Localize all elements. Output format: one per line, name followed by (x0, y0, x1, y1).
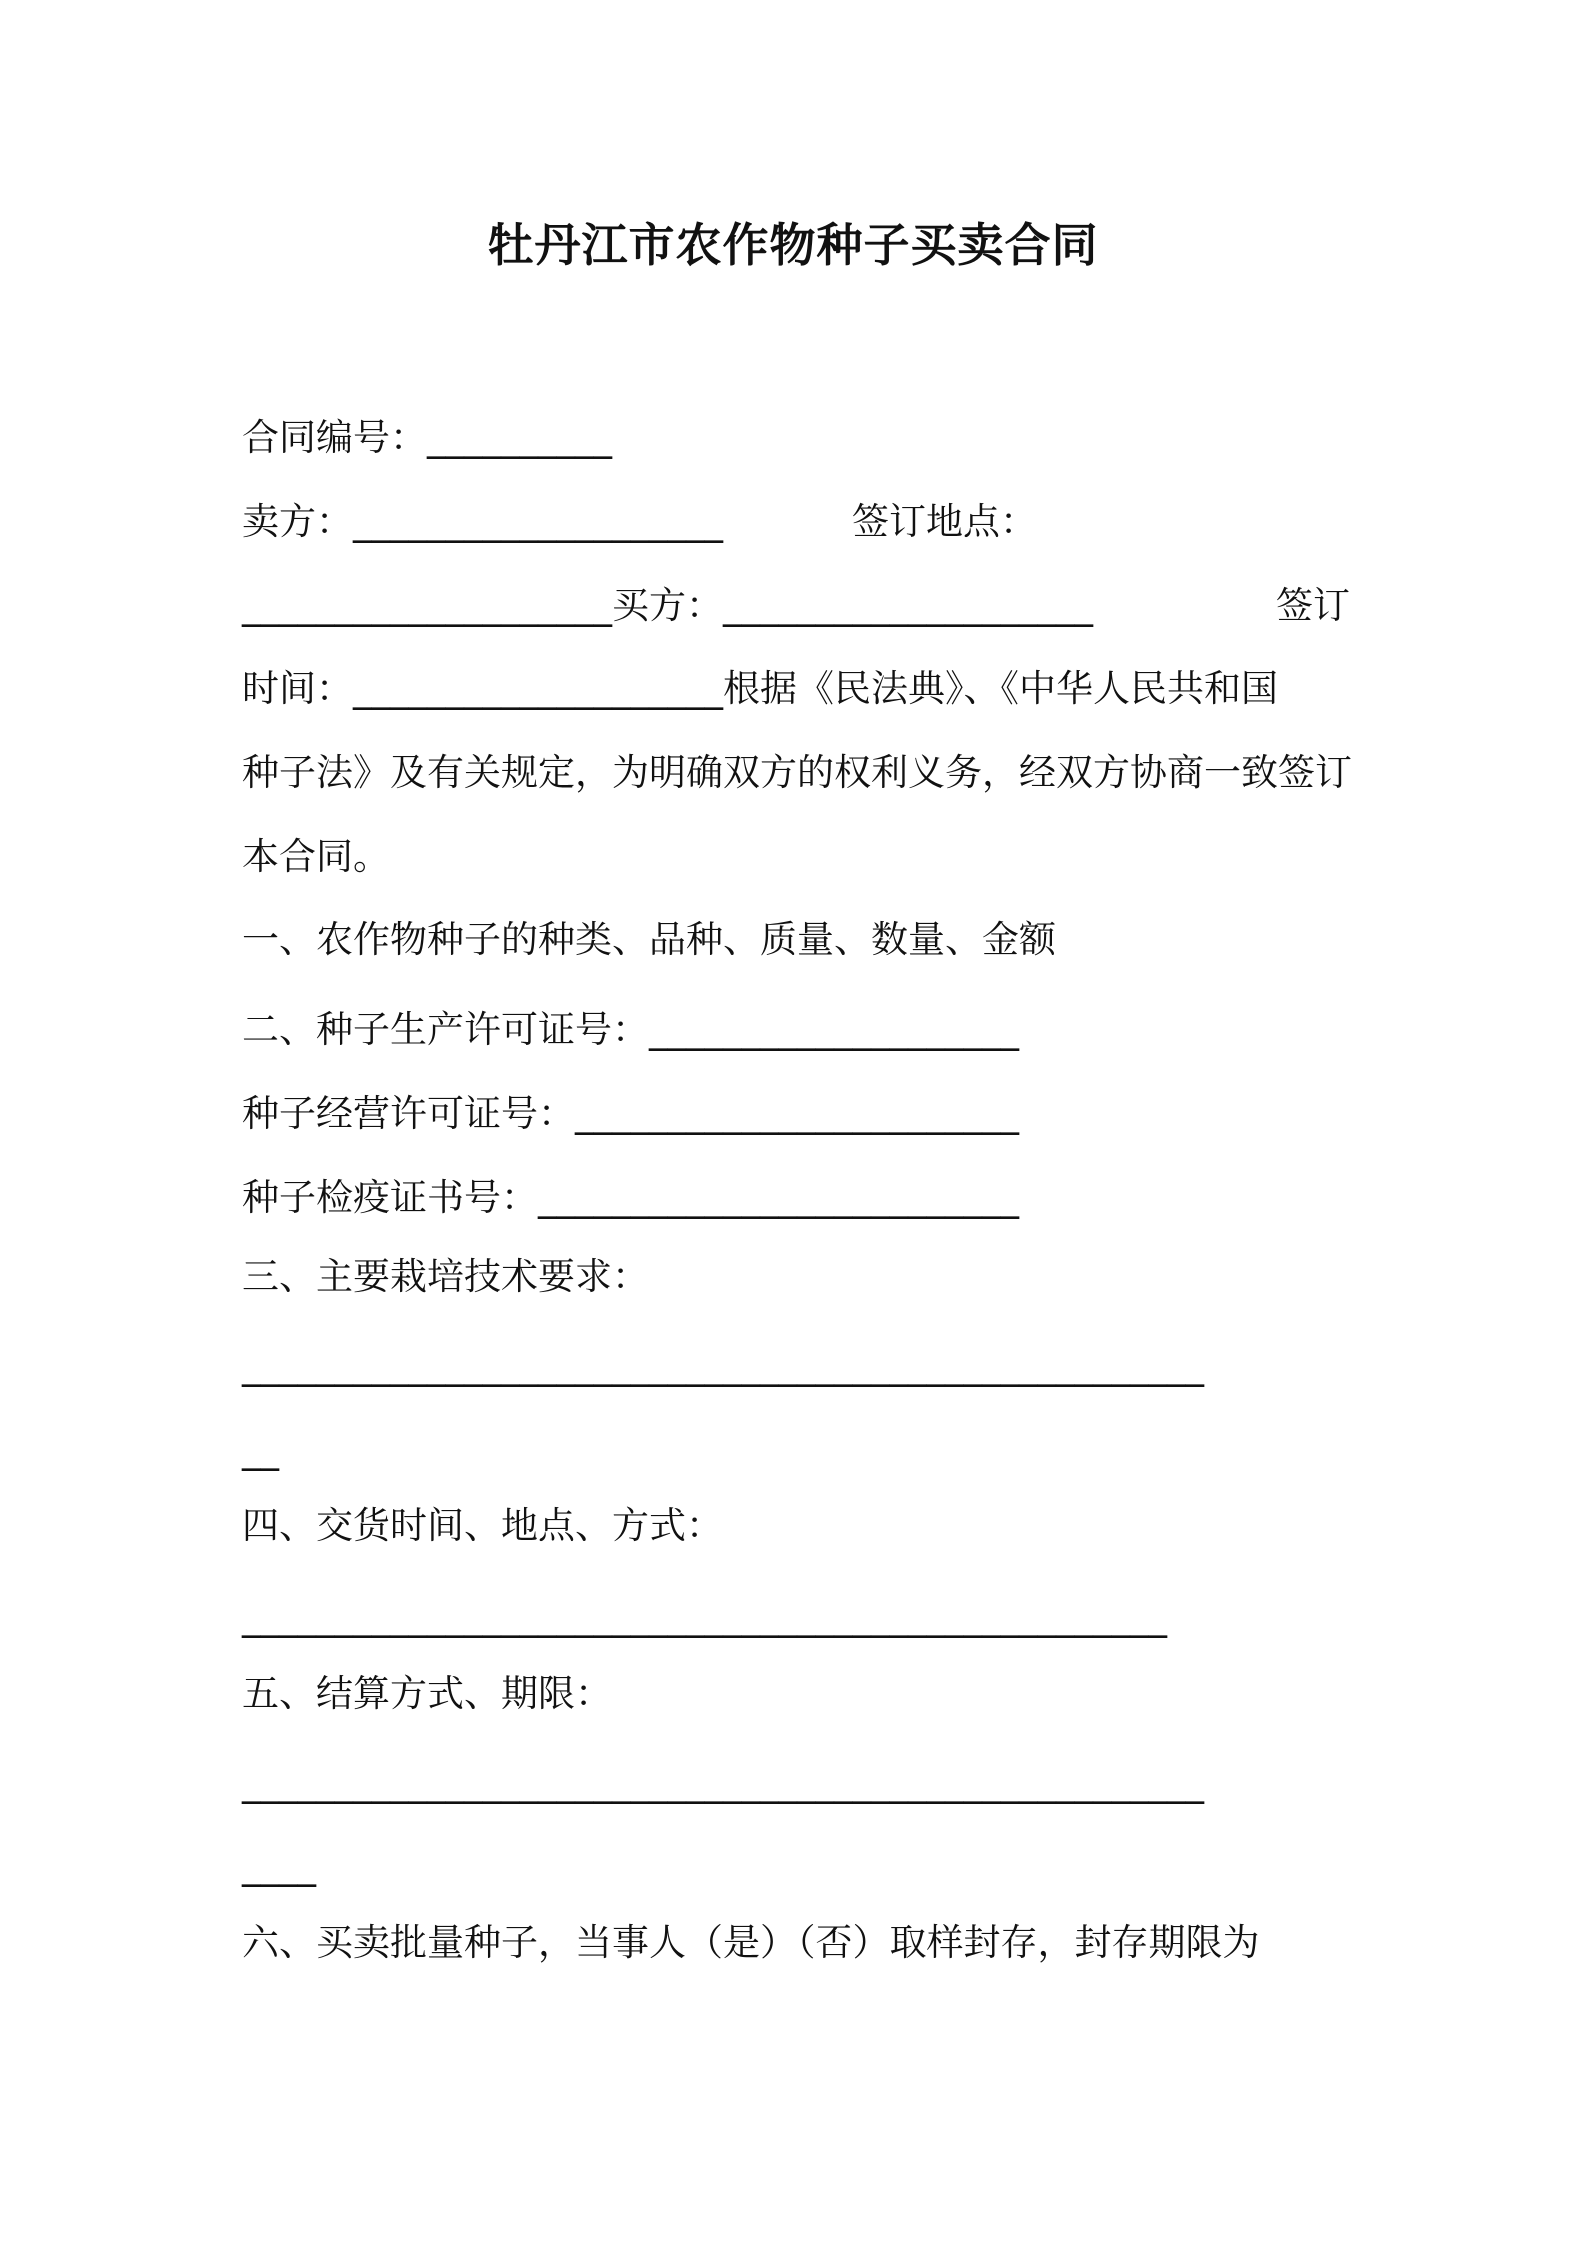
section-4-blank-line: __________________________________________________ (242, 1595, 1167, 1638)
contract-number-line: 合同编号：__________ (242, 416, 612, 459)
section-1-heading: 一、农作物种子的种类、品种、质量、数量、金额 (242, 918, 1056, 961)
section-3-heading: 三、主要栽培技术要求： (242, 1255, 649, 1298)
section-5-blank-line-2: ____ (242, 1844, 316, 1887)
section-6-line: 六、买卖批量种子，当事人（是）（否）取样封存，封存期限为 (242, 1921, 1260, 1964)
signing-time-line: 时间：____________________根据《民法典》、《中华人民共和国 (242, 667, 1278, 710)
section-3-blank-line-1: ____________________________________________________ (242, 1344, 1204, 1387)
section-4-heading: 四、交货时间、地点、方式： (242, 1504, 723, 1547)
section-3-blank-line-2: __ (242, 1428, 279, 1471)
section-5-blank-line-1: ____________________________________________________ (242, 1761, 1204, 1804)
section-5-heading: 五、结算方式、期限： (242, 1672, 612, 1715)
signing-time-label-part1: 签订 (1276, 584, 1350, 627)
signing-place-label: 签订地点： (852, 500, 1037, 543)
buyer-line: ____________________买方：____________________ (242, 584, 1093, 627)
section-2-production-license: 二、种子生产许可证号：____________________ (242, 1008, 1019, 1051)
document-title: 牡丹江市农作物种子买卖合同 (487, 218, 1099, 272)
preamble-end-line: 本合同。 (242, 835, 390, 878)
seller-line: 卖方：____________________ (242, 500, 723, 543)
preamble-line: 种子法》及有关规定，为明确双方的权利义务，经双方协商一致签订 (242, 751, 1352, 794)
quarantine-certificate-line: 种子检疫证书号：__________________________ (242, 1176, 1019, 1219)
business-license-line: 种子经营许可证号：________________________ (242, 1092, 1019, 1135)
